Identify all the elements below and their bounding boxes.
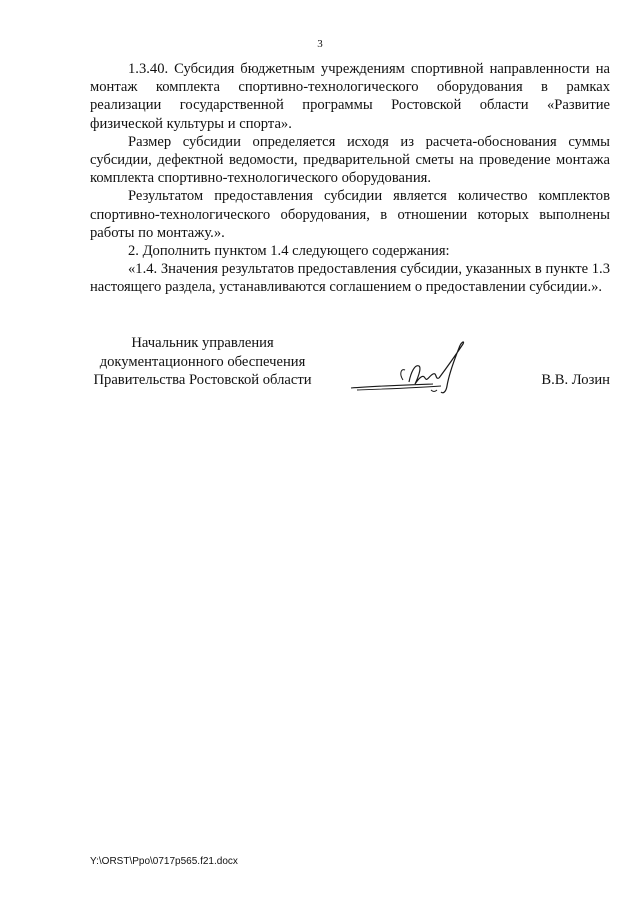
signer-name: В.В. Лозин — [541, 372, 610, 388]
signature-block — [90, 334, 610, 404]
signer-position-line-1: Начальник управления — [131, 335, 274, 351]
document-body — [90, 60, 610, 297]
footer-file-path: Y:\ORST\Ppo\0717p565.f21.docx — [90, 856, 238, 867]
paragraph-subsidy-result: Результатом предоставления субсидии является количество комплектов спортивно-технологического оборудования, в отношении которых выполнены работы по монтажу.». — [90, 188, 610, 241]
page-number: 3 — [317, 38, 323, 50]
signer-position-line-2: документационного обеспечения — [99, 353, 306, 370]
signer-position — [90, 334, 315, 390]
paragraph-amend-1-4: 2. Дополнить пунктом 1.4 следующего содержания: — [128, 243, 450, 260]
paragraph-1-3-40: 1.3.40. Субсидия бюджетным учреждениям спортивной направленности на монтаж комплекта спортивно-технологического оборудования в рамках реализации государственной программы Ростовской области «Развитие физической культуры и спорта». — [90, 61, 610, 132]
paragraph-1-4: «1.4. Значения результатов предоставления субсидии, указанных в пункте 1.3 настоящего раздела, устанавливаются соглашением о предоставлении субсидии.». — [90, 261, 610, 296]
paragraph-subsidy-size: Размер субсидии определяется исходя из расчета-обоснования суммы субсидии, дефектной ведомости, предварительной сметы на проведение монтажа комплекта спортивно-технологического оборудования. — [90, 133, 610, 187]
signer-position-line-3: Правительства Ростовской области — [93, 372, 312, 388]
handwritten-signature — [345, 334, 485, 402]
